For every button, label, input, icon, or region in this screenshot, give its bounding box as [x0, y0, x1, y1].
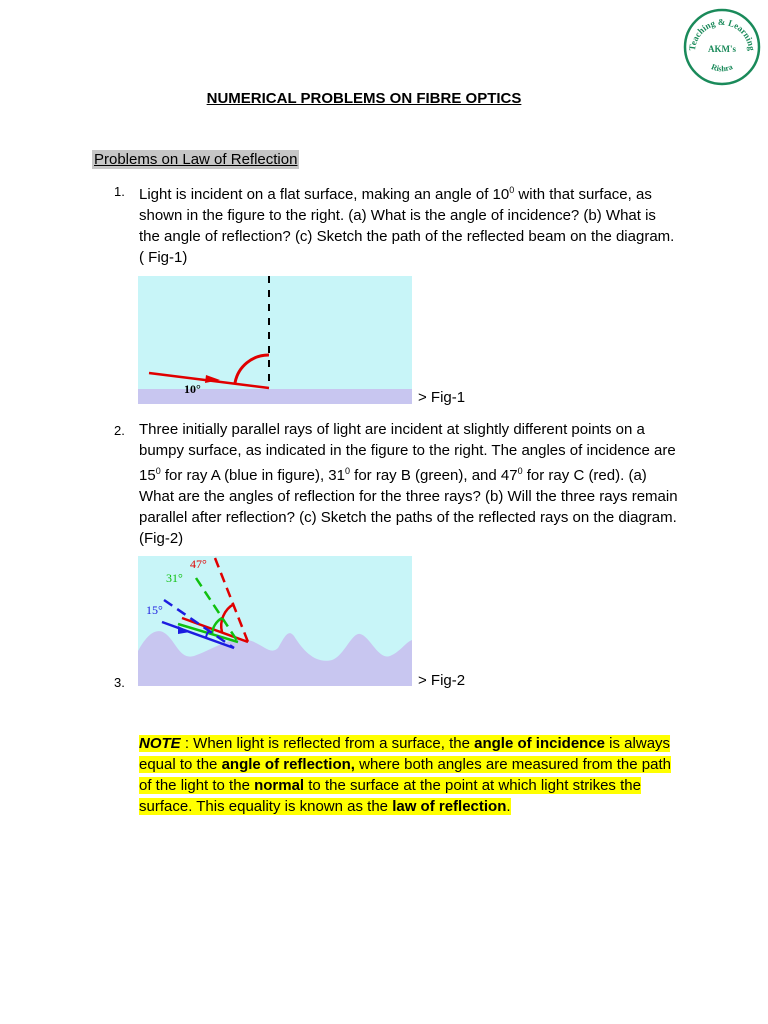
fig1-background — [138, 276, 412, 404]
question-2-text: Three initially parallel rays of light are incident at slightly different points on a bumpy surface, as indicated in the figure to the right. The angles of incidence are $15^0$ for ray A (blue in figure), $31^0$ for ray B (green), and $47^0$ for ray C (red). (a) What are the angles of reflection for the three rays? (b) Will the three rays remain parallel after reflection? (c) Sketch the paths of the reflected rays on the diagram.(Fig-2) — [139, 421, 678, 547]
figure-1 — [138, 276, 412, 404]
question-1-text: Light is incident on a flat surface, making an angle of $10^0$ with that surface, as shown in the figure to the right. (a) What is the angle of incidence? (b) What is the angle of reflection? (c) Sketch the path of the reflected beam on the diagram. ( Fig-1) — [139, 185, 675, 266]
page-title: NUMERICAL PROBLEMS ON FIBRE OPTICS — [206, 90, 522, 107]
fig2-label-c: 47° — [190, 557, 207, 571]
note-label: NOTE — [139, 735, 181, 752]
question-3-number: 3. — [114, 675, 125, 690]
logo-bottom-text: Rishra — [710, 62, 734, 74]
figure-2 — [138, 556, 412, 686]
note-box: NOTE : When light is reflected from a surface, the angle of incidence is always equal to the angle of reflection, where both angles are measured from the path of the light to the normal to the surface at the point at which light strikes the surface. This equality is known as the law of reflection. — [139, 735, 671, 815]
question-2-number: 2. — [114, 423, 125, 438]
logo-top-text: Teaching & Learning — [686, 16, 758, 52]
logo-center-text: AKM's — [708, 44, 736, 54]
fig1-surface — [138, 389, 412, 404]
logo — [683, 8, 761, 91]
fig2-label: > Fig-2 — [418, 672, 466, 689]
fig2-label-a: 15° — [146, 603, 163, 617]
question-1-number: 1. — [114, 184, 125, 199]
section-heading: Problems on Law of Reflection — [94, 151, 298, 168]
fig1-label: > Fig-1 — [418, 389, 466, 406]
fig1-angle-label: 10° — [184, 382, 201, 396]
fig2-label-b: 31° — [166, 571, 183, 585]
logo-seal — [683, 8, 761, 86]
